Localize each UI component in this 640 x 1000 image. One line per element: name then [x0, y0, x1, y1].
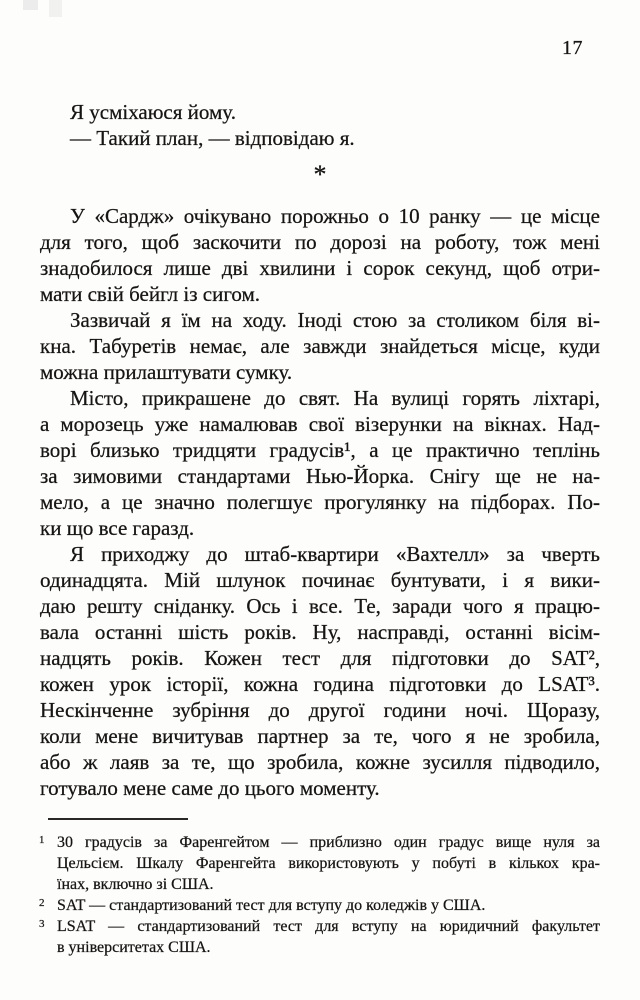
text-line: готувало мене саме до цього моменту.: [40, 776, 380, 800]
body-paragraphs: [40, 203, 600, 801]
text-line: Нескінченне зубріння до другої години ночі. Щоразу,: [40, 698, 600, 722]
text-line: У «Сардж» очікувано порожньо о 10 ранку — це місце: [70, 204, 600, 228]
footnote-line: Цельсієм. Шкалу Фаренгейта використовують у побуті в кількох кра-: [57, 855, 600, 872]
text-line: даю решту сніданку. Ось і все. Те, заради чого я працю-: [40, 594, 600, 618]
text-line: кожен урок історії, кожна година підготовки до LSAT³.: [40, 672, 600, 696]
text-line: ки що все гаразд.: [40, 516, 195, 540]
scan-artifact: [23, 0, 38, 10]
text-line: Зазвичай я їм на ходу. Іноді стою за столиком біля ві-: [70, 308, 600, 332]
text-line: можна прилаштувати сумку.: [40, 360, 293, 384]
footnote-line: їнах, включно зі США.: [57, 876, 214, 893]
text-line: для того, щоб заскочити по дорозі на роботу, тож мені: [40, 230, 600, 254]
footnote-marker: 1: [39, 834, 45, 846]
text-line: надцять років. Кожен тест для підготовки до SAT²,: [40, 646, 600, 670]
footnote-divider: [48, 818, 188, 820]
text-line: кна. Табуретів немає, але завжди знайдеться місце, куди: [40, 334, 600, 358]
scan-artifact: [49, 0, 62, 17]
text-line: а морозець уже намалював свої візерунки на вікнах. Над-: [40, 412, 600, 436]
dialogue-paragraphs: [40, 99, 600, 151]
section-separator: *: [313, 160, 327, 189]
text-line: Я усміхаюся йому.: [70, 100, 236, 124]
text-line: мати свій бейгл із сигом.: [40, 282, 261, 306]
footnote: [40, 895, 600, 916]
text-line: або ж лаяв за те, що зробила, кожне зусилля підводило,: [40, 750, 600, 774]
text-line: Я приходжу до штаб-квартири «Вахтелл» за чверть: [70, 542, 600, 566]
text-line: — Такий план, — відповідаю я.: [70, 126, 355, 150]
footnote-marker: 2: [39, 897, 45, 909]
text-line: ворі близько тридцяти градусів¹, а це практично теплінь: [40, 438, 600, 462]
text-line: Місто, прикрашене до свят. На вулиці горять ліхтарі,: [70, 386, 600, 410]
page-number: 17: [562, 37, 583, 59]
footnote-line: LSAT — стандартизований тест для вступу на юридичний факультет: [57, 918, 600, 935]
text-line: за зимовими стандартами Нью-Йорка. Снігу ще не на-: [40, 464, 600, 488]
footnote: [40, 832, 600, 895]
text-line: мело, а це значно полегшує прогулянку на підборах. По-: [40, 490, 600, 514]
footnote: [40, 916, 600, 958]
page-text: [40, 99, 600, 801]
footnote-line: SAT — стандартизований тест для вступу до коледжів у США.: [57, 897, 486, 914]
footnote-marker: 3: [39, 918, 45, 930]
footnote-line: в університетах США.: [57, 939, 211, 956]
text-line: вала останні шість років. Ну, насправді, останні вісім-: [40, 620, 600, 644]
text-line: знадобилося лише дві хвилини і сорок секунд, щоб отри-: [40, 256, 600, 280]
footnotes: [40, 832, 600, 958]
footnote-line: 30 градусів за Фаренгейтом — приблизно один градус вище нуля за: [57, 834, 600, 851]
text-line: одинадцята. Мій шлунок починає бунтувати, і я вики-: [40, 568, 600, 592]
text-line: коли мене вичитував партнер за те, чого я не зробила,: [40, 724, 600, 748]
